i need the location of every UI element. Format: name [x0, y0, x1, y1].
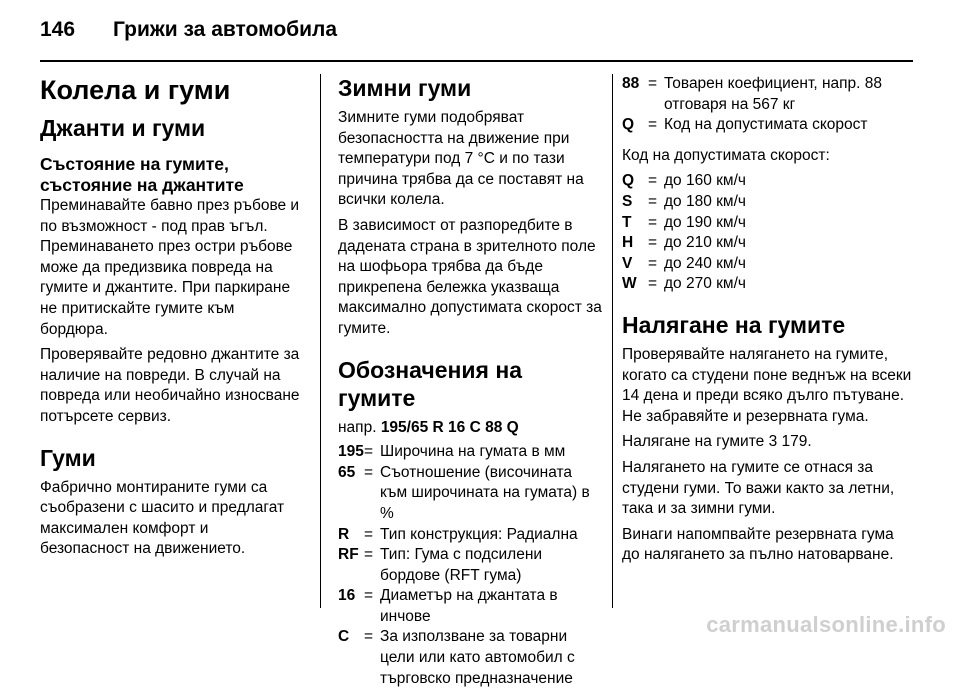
speed-row [622, 171, 912, 192]
column-3 [622, 74, 912, 571]
paragraph: В зависимост от разпоредбите в дадената страна в зрителното поле на шофьора трябва да бъде прикрепена бележка указваща максимално допустимата скорост за гумите. [338, 216, 602, 337]
def-eq: = [648, 116, 658, 134]
def-key: R [338, 525, 350, 543]
def-key: Q [622, 116, 635, 134]
tyre-markings-list-cont [622, 74, 912, 136]
speed-codes-list [622, 171, 912, 295]
paragraph: Проверявайте редовно джантите за наличие на повреди. В случай на повреда или необичайно износване потърсете сервиз. [40, 346, 300, 425]
paragraph: Фабрично монтираните гуми са съобразени с шасито и предлагат максимален комфорт и безопасност на движението. [40, 478, 285, 558]
speed-eq: = [648, 172, 658, 190]
example-prefix: напр. [338, 418, 381, 436]
def-value: Широчина на гумата в мм [380, 443, 566, 461]
speed-eq: = [648, 275, 658, 293]
winter-tyres-heading: Зимни гуми [338, 75, 472, 101]
page-number: 146 [40, 18, 76, 41]
definition-row [338, 463, 602, 525]
definition-row [338, 525, 602, 546]
column-divider-1 [320, 74, 321, 608]
def-value: Товарен коефициент, напр. 88 отговаря на 567 кг [664, 75, 883, 113]
speed-value: до 270 км/ч [664, 275, 746, 293]
speed-row [622, 213, 912, 234]
speed-key: H [622, 234, 634, 252]
speed-eq: = [648, 192, 658, 210]
tyres-heading: Гуми [40, 444, 96, 471]
paragraph: Зимните гуми подобряват безопасността на движение при температури под 7 °C и по тази причина трябва да се поставят на всички колела. [338, 109, 584, 209]
def-key: 65 [338, 463, 356, 481]
tyre-markings-heading: Обозначения на гумите [338, 356, 523, 411]
speed-row [622, 254, 912, 275]
watermark: carmanualsonline.info [706, 612, 946, 637]
speed-eq: = [648, 234, 658, 252]
page-header [40, 10, 337, 50]
column-divider-2 [612, 74, 613, 608]
example-value: 195/65 R 16 C 88 Q [380, 418, 519, 436]
speed-value: до 190 км/ч [664, 213, 746, 231]
paragraph: Винаги напомпвайте резервната гума до налягането за пълно натоварване. [622, 525, 894, 564]
def-value: Съотношение (височината към широчината на гумата) в % [380, 463, 590, 522]
page-reference-link[interactable]: 3 179. [768, 433, 812, 451]
paragraph: Проверявайте налягането на гумите, когато са студени поне веднъж на всеки 14 дена и преди всяко дълго пътуване. Не забравяйте и резервната гума. [622, 345, 912, 425]
speed-row [622, 274, 912, 295]
def-eq: = [364, 587, 374, 605]
speed-row [622, 233, 912, 254]
def-value: Тип конструкция: Радиална [380, 525, 578, 543]
speed-row [622, 192, 912, 213]
chapter-title: Грижи за автомобила [113, 18, 338, 41]
paragraph: Налягането на гумите се отнася за студени гуми. То важи както за летни, така и за зимни гуми. [622, 458, 895, 518]
def-eq: = [648, 75, 658, 92]
def-eq: = [364, 628, 374, 646]
speed-value: до 210 км/ч [664, 234, 746, 252]
speed-key: T [622, 213, 632, 231]
speed-value: до 180 км/ч [664, 192, 746, 210]
reference-prefix: Налягане на гумите [622, 433, 769, 451]
def-value: За използване за товарни цели или като автомобил с търговско предназначение [380, 628, 575, 687]
definition-row [338, 627, 602, 689]
subsection-title: Джанти и гуми [40, 115, 206, 141]
definition-row [622, 74, 912, 115]
def-eq: = [364, 463, 374, 481]
paragraph: Преминавайте бавно през ръбове и по възможност - под прав ъгъл. Преминаването през остри ръбове може да предизвика повреда на гумите и джантите. При паркиране не притискайте гумите към бордюра. [40, 197, 300, 338]
def-eq: = [364, 546, 374, 564]
tyre-pressure-heading: Налягане на гумите [622, 311, 846, 338]
def-key: 16 [338, 587, 356, 605]
header-rule [40, 60, 913, 62]
column-2 [338, 74, 602, 697]
definition-row [622, 115, 912, 136]
definition-row [338, 545, 602, 586]
speed-key: S [622, 192, 633, 210]
speed-key: Q [622, 172, 635, 190]
speed-eq: = [648, 254, 658, 272]
def-eq: = [364, 525, 374, 543]
speed-value: до 160 км/ч [664, 172, 746, 190]
def-key: RF [338, 546, 359, 564]
definition-row [338, 586, 602, 627]
def-key: 195 [338, 443, 364, 461]
speed-eq: = [648, 213, 658, 231]
speed-key: V [622, 254, 633, 272]
speed-key: W [622, 275, 637, 293]
condition-heading: Състояние на гумите, състояние на джантите [40, 154, 244, 195]
def-key: C [338, 628, 350, 646]
def-eq: = [364, 443, 374, 461]
def-value: Диаметър на джантата в инчове [380, 587, 558, 625]
example-line [338, 418, 602, 439]
def-value: Тип: Гума с подсилени бордове (RFT гума) [380, 546, 543, 584]
column-1 [40, 74, 302, 565]
speed-value: до 240 км/ч [664, 254, 746, 272]
speed-intro: Код на допустимата скорост: [622, 146, 830, 164]
tyre-markings-list [338, 442, 602, 689]
def-key: 88 [622, 75, 640, 92]
pressure-reference [622, 432, 912, 453]
definition-row [338, 442, 602, 463]
section-title: Колела и гуми [40, 75, 231, 105]
def-value: Код на допустимата скорост [664, 116, 868, 134]
